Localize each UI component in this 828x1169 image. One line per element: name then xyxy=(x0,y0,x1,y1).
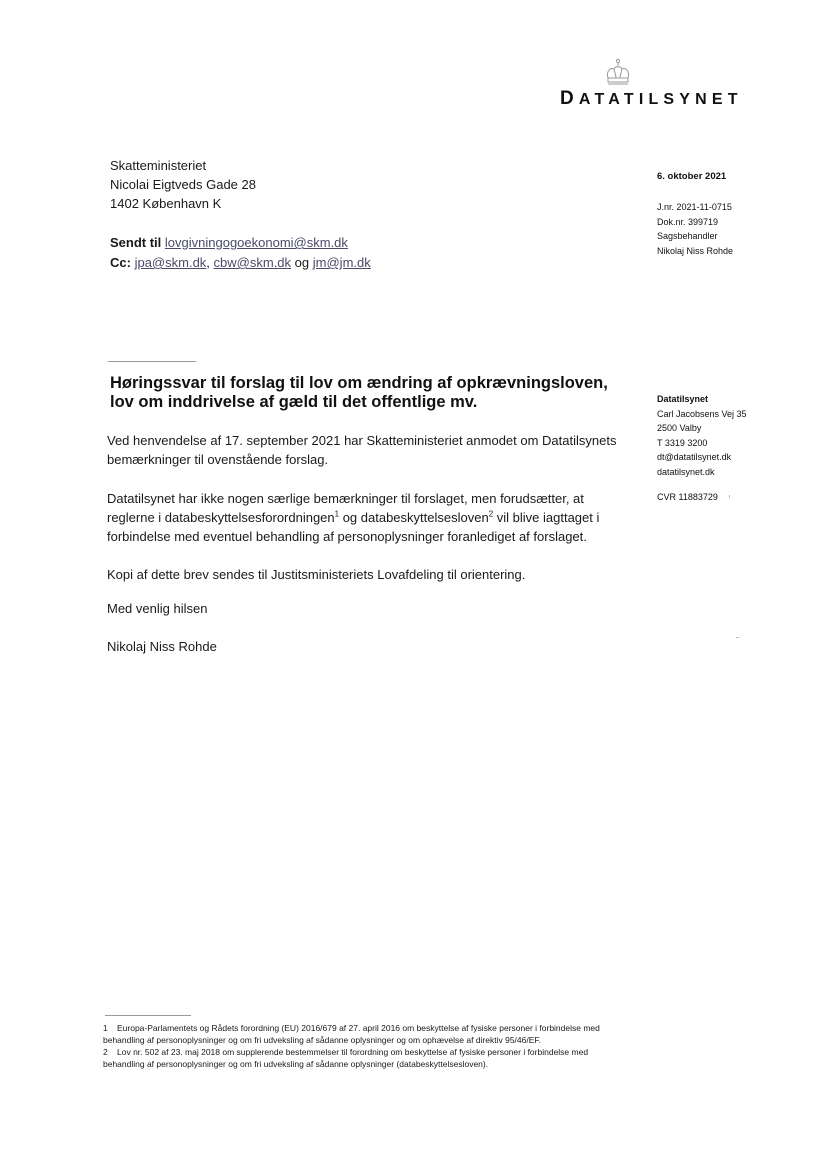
footnote-1 xyxy=(103,1022,623,1046)
recipient-line-1: Skatteministeriet xyxy=(110,158,207,173)
authority-contact xyxy=(657,392,747,479)
authority-email: dt@datatilsynet.dk xyxy=(657,452,732,462)
paragraph-2-part-b: og databeskyttelsesloven xyxy=(339,510,489,525)
crown-icon xyxy=(604,58,632,88)
footnote-ref-2[interactable]: 2 xyxy=(488,509,494,519)
footnotes xyxy=(103,1022,623,1070)
paragraph-2-part-c: vil blive iagttaget i forbindelse med eventuel behandling af personoplysninger foranlediget af forslaget. xyxy=(107,510,600,544)
recipient-line-3: 1402 København K xyxy=(110,196,222,211)
letter-heading: Høringssvar til forslag til lov om ændring af opkrævningsloven, lov om inddrivelse af gæld til det offentlige mv. xyxy=(110,374,608,411)
caseworker-name: Nikolaj Niss Rohde xyxy=(657,245,734,256)
brand-wordmark xyxy=(560,88,760,110)
cc-email-link-1[interactable]: jpa@skm.dk xyxy=(134,255,207,270)
closing: Med venlig hilsen xyxy=(107,601,208,616)
case-reference xyxy=(657,200,733,258)
authority-city: 2500 Valby xyxy=(657,423,702,433)
recipient-line-2: Nicolai Eigtveds Gade 28 xyxy=(110,177,256,192)
footnote-text: Lov nr. 502 af 23. maj 2018 om supplerende bestemmelser til forordning om beskyttelse af fysiske personer i forbindelse med behandling af personoplysninger og om fri udveksling af sådanne oplysninger (databeskyttelsesloven). xyxy=(103,1047,589,1069)
paragraph-2 xyxy=(107,489,632,546)
sent-to-label: Sendt til xyxy=(110,235,162,250)
caseworker-label: Sagsbehandler xyxy=(657,231,718,241)
letter-date: 6. oktober 2021 xyxy=(657,171,727,182)
signature: Nikolaj Niss Rohde xyxy=(107,639,217,654)
scan-mark xyxy=(729,495,730,498)
footnote-ref-1[interactable]: 1 xyxy=(334,509,340,519)
document-number: Dok.nr. 399719 xyxy=(657,216,719,227)
distribution-block xyxy=(110,233,371,273)
paragraph-3: Kopi af dette brev sendes til Justitsministeriets Lovafdeling til orientering. xyxy=(107,567,526,582)
paragraph-1: Ved henvendelse af 17. september 2021 har Skatteministeriet anmodet om Datatilsynets bemærkninger til ovenstående forslag. xyxy=(107,433,617,467)
authority-cvr: CVR 11883729 xyxy=(657,492,718,502)
footnote-text: Europa-Parlamentets og Rådets forordning (EU) 2016/679 af 27. april 2016 om beskyttelse af fysiske personer i forbindelse med behandling af personoplysninger og om fri udveksling af sådanne oplysninger og om ophævelse af direktiv 95/46/EF. xyxy=(103,1023,600,1045)
cc-email-link-3[interactable]: jm@jm.dk xyxy=(312,255,371,270)
cc-and: og xyxy=(294,255,310,270)
footnote-number: 2 xyxy=(103,1047,108,1057)
footnote-divider xyxy=(105,1015,191,1016)
footnote-number: 1 xyxy=(103,1023,108,1033)
authority-phone: T 3319 3200 xyxy=(657,437,708,448)
authority-name: Datatilsynet xyxy=(657,394,709,404)
recipient-address xyxy=(110,156,256,213)
sent-to-email-link[interactable]: lovgivningogoekonomi@skm.dk xyxy=(164,235,348,250)
cc-label: Cc: xyxy=(110,255,131,270)
brand-initial: D xyxy=(560,88,579,109)
cc-email-link-2[interactable]: cbw@skm.dk xyxy=(213,255,292,270)
cc-line xyxy=(110,253,371,273)
brand-rest: ATATILSYNET xyxy=(578,91,743,108)
journal-number: J.nr. 2021-11-0715 xyxy=(657,202,732,212)
authority-web: datatilsynet.dk xyxy=(657,466,715,477)
cc-separator: , xyxy=(206,255,210,270)
scan-mark xyxy=(736,637,739,638)
divider-top xyxy=(108,361,196,362)
sent-to-line xyxy=(110,233,371,253)
authority-address: Carl Jacobsens Vej 35 xyxy=(657,408,747,419)
footnote-2 xyxy=(103,1046,623,1070)
paragraph-2-part-a: Datatilsynet har ikke nogen særlige bemærkninger til forslaget, men forudsætter, at reglerne i databeskyttelsesforordningen xyxy=(107,491,584,525)
